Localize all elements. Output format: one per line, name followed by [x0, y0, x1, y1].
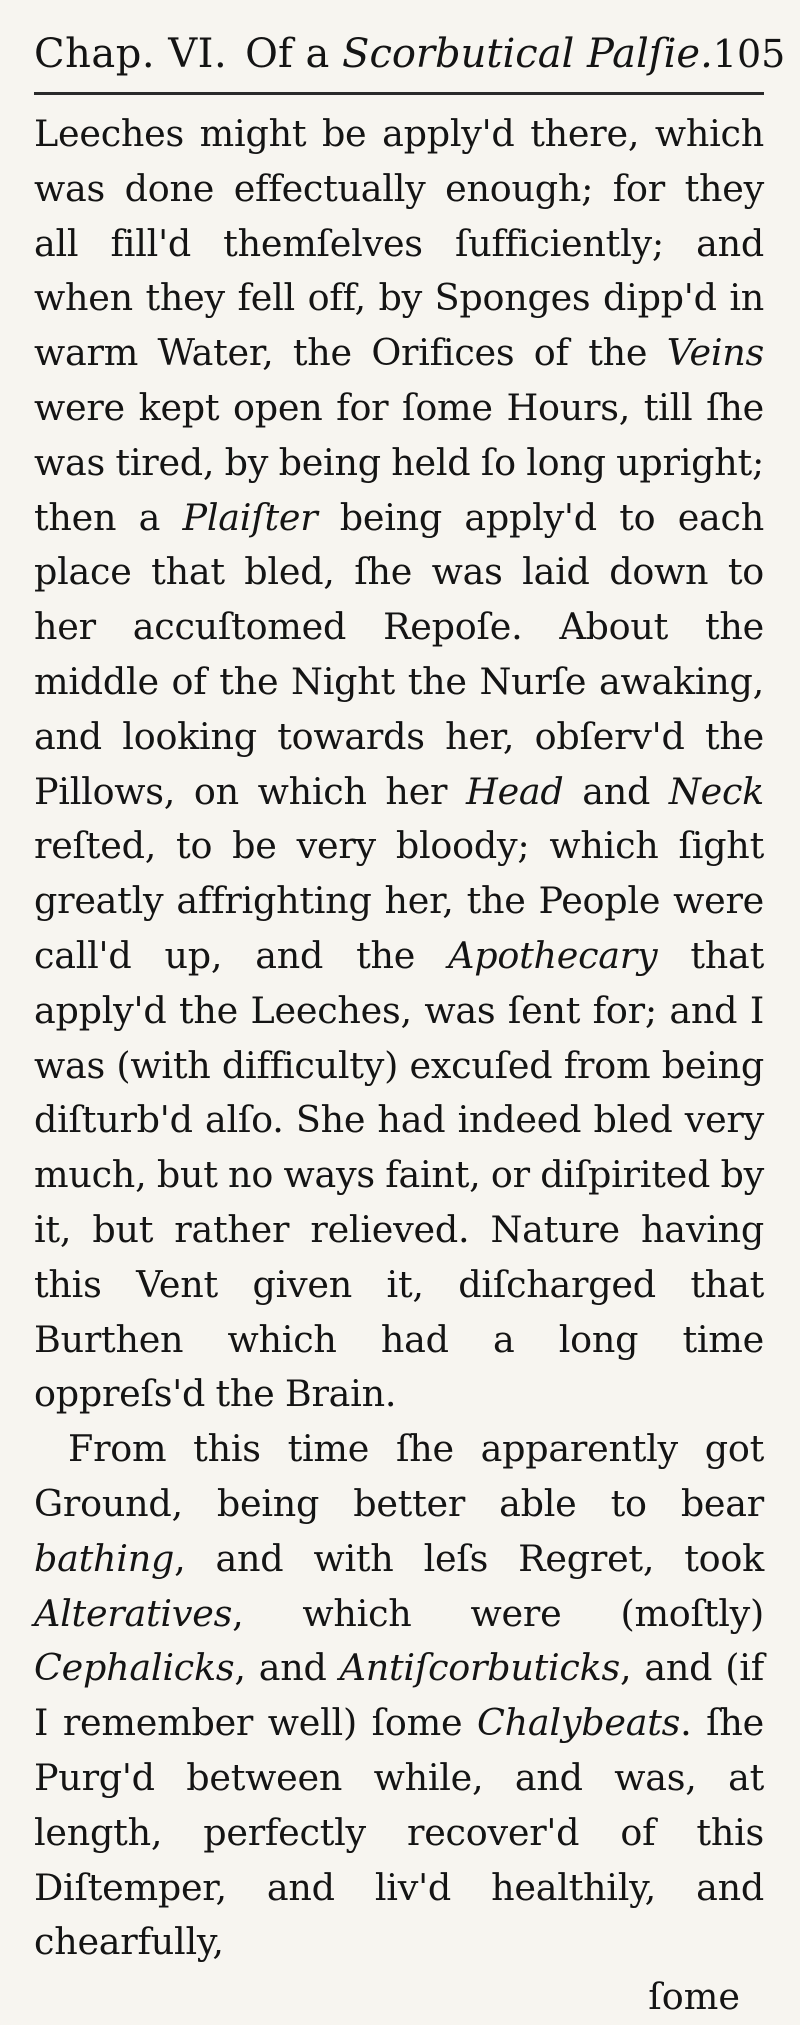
italic-term: Veins	[666, 331, 764, 375]
italic-term: Neck	[668, 769, 765, 813]
text-run: reſted, to be very bloody; which ſight greatly affrighting her, the People were call'd up, and the	[34, 824, 764, 977]
italic-term: Antiſcorbuticks	[339, 1646, 620, 1690]
text-run: , which were (moſtly)	[232, 1591, 764, 1635]
chapter-label: Chap. VI.	[34, 31, 228, 77]
page-number: 105	[712, 32, 786, 76]
paragraph-2	[34, 1422, 764, 1970]
text-run: were kept open for ſome Hours, till ſhe was tired, by being held ſo long upright; then a	[34, 385, 764, 539]
text-run: . ſhe Purg'd between while, and was, at length, perfectly recover'd of this Diſtemper, and liv'd healthily, and chearfully,	[34, 1701, 764, 1964]
text-run: From this time ſhe apparently got Ground, being better able to bear	[34, 1427, 764, 1525]
body-text	[34, 107, 764, 1970]
italic-term: Apothecary	[448, 933, 658, 977]
italic-term: Plaiſter	[182, 495, 318, 539]
italic-term: Alteratives	[34, 1591, 233, 1635]
text-run: and	[563, 769, 669, 813]
catchword: ſome	[648, 1975, 740, 2019]
text-run: that apply'd the Leeches, was ſent for; and I was (with difficulty) excuſed from being diſturb'd alſo. She had indeed bled very much, but no ways faint, or diſpirited by it, but rather relieved. Nature having this Vent given it, diſcharged that Burthen which had a long time oppreſs'd the Brain.	[34, 933, 764, 1416]
catchword-line	[34, 1970, 764, 2025]
italic-term: Head	[465, 769, 564, 813]
running-header	[34, 31, 786, 95]
running-head	[34, 31, 713, 77]
text-run: , and	[234, 1646, 340, 1690]
italic-term: bathing	[34, 1536, 175, 1580]
text-run: being apply'd to each place that bled, ſhe was laid down to her accuſtomed Repoſe. About the middle of the Night the Nurſe awaking, and looking towards her, obſerv'd the Pillows, on which her	[34, 495, 765, 813]
paragraph-1	[34, 107, 764, 1422]
italic-term: Cephalicks	[34, 1646, 235, 1690]
running-title: Scorbutical Palſie.	[342, 31, 713, 77]
running-title-prefix: Of a	[245, 31, 330, 77]
text-run: Leeches might be apply'd there, which was done effectually enough; for they all fill'd themſelves ſufficiently; and when they fell off, by Sponges dipp'd in warm Water, the Orifices of the	[34, 112, 764, 375]
text-run: , and (if I remember well) ſome	[34, 1646, 764, 1745]
italic-term: Chalybeats	[476, 1701, 681, 1745]
text-run: , and with leſs Regret, took	[174, 1536, 764, 1580]
